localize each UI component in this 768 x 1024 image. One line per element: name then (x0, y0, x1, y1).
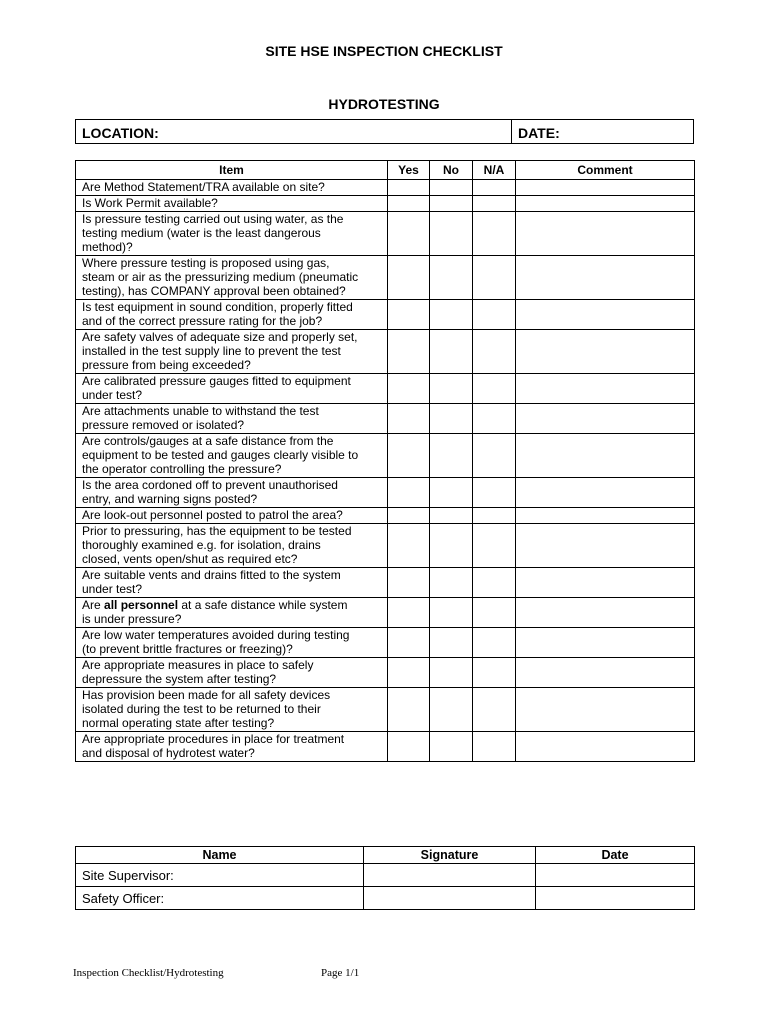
checklist-row (76, 478, 695, 508)
checklist-na-cell[interactable] (473, 374, 516, 404)
checklist-yes-cell[interactable] (388, 524, 430, 568)
signature-header-row (76, 847, 695, 864)
location-field[interactable] (76, 120, 512, 144)
checklist-item-text (76, 568, 388, 598)
checklist-item-line: Is test equipment in sound condition, properly fitted (82, 300, 353, 314)
checklist-item-line: pressure from being exceeded? (82, 358, 251, 372)
checklist-yes-cell[interactable] (388, 196, 430, 212)
checklist-item-line: Are Method Statement/TRA available on site? (82, 180, 325, 194)
header-yes: Yes (388, 161, 430, 180)
document-subtitle: HYDROTESTING (328, 96, 440, 112)
checklist-yes-cell[interactable] (388, 478, 430, 508)
header-item: Item (76, 161, 388, 180)
checklist-comment-cell[interactable] (516, 478, 695, 508)
checklist-item-line: Prior to pressuring, has the equipment to be tested (82, 524, 352, 538)
checklist-no-cell[interactable] (430, 658, 473, 688)
checklist-row (76, 568, 695, 598)
checklist-item-line: closed, vents open/shut as required etc? (82, 552, 298, 566)
checklist-no-cell[interactable] (430, 256, 473, 300)
checklist-comment-cell[interactable] (516, 196, 695, 212)
checklist-row (76, 524, 695, 568)
checklist-no-cell[interactable] (430, 330, 473, 374)
signature-row (76, 864, 695, 887)
checklist-no-cell[interactable] (430, 300, 473, 330)
checklist-yes-cell[interactable] (388, 598, 430, 628)
checklist-yes-cell[interactable] (388, 434, 430, 478)
checklist-item-text (76, 212, 388, 256)
checklist-item-prefix: Are (82, 598, 105, 612)
date-label: DATE: (518, 124, 560, 141)
signature-date-cell[interactable] (536, 887, 695, 910)
location-date-table (75, 119, 694, 144)
checklist-item-line: entry, and warning signs posted? (82, 492, 258, 506)
checklist-item-line: Are attachments unable to withstand the test (82, 404, 319, 418)
checklist-comment-cell[interactable] (516, 524, 695, 568)
checklist-comment-cell[interactable] (516, 180, 695, 196)
header-na: N/A (473, 161, 516, 180)
header-no: No (430, 161, 473, 180)
checklist-item-line (82, 598, 381, 612)
checklist-item-line: Where pressure testing is proposed using gas, (82, 256, 330, 270)
checklist-row (76, 330, 695, 374)
checklist-na-cell[interactable] (473, 598, 516, 628)
checklist-item-text (76, 180, 388, 196)
checklist-item-line: Are appropriate measures in place to safely (82, 658, 314, 672)
signature-signature-cell[interactable] (364, 864, 536, 887)
checklist-item-line: Are suitable vents and drains fitted to the system (82, 568, 341, 582)
checklist-item-line: Are low water temperatures avoided during testing (82, 628, 350, 642)
checklist-no-cell[interactable] (430, 628, 473, 658)
checklist-item-text (76, 374, 388, 404)
checklist-yes-cell[interactable] (388, 212, 430, 256)
checklist-item-text (76, 508, 388, 524)
checklist-comment-cell[interactable] (516, 330, 695, 374)
checklist-item-line: method)? (82, 240, 133, 254)
checklist-na-cell[interactable] (473, 688, 516, 732)
checklist-row (76, 732, 695, 762)
checklist-item-line: Are safety valves of adequate size and properly set, (82, 330, 358, 344)
checklist-row (76, 180, 695, 196)
checklist-no-cell[interactable] (430, 732, 473, 762)
checklist-item-text (76, 658, 388, 688)
header-name: Name (76, 847, 364, 864)
checklist-item-line: normal operating state after testing? (82, 716, 275, 730)
checklist-comment-cell[interactable] (516, 300, 695, 330)
checklist-row (76, 300, 695, 330)
checklist-no-cell[interactable] (430, 508, 473, 524)
checklist-na-cell[interactable] (473, 508, 516, 524)
checklist-item-line: and of the correct pressure rating for the job? (82, 314, 323, 328)
checklist-item-text (76, 196, 388, 212)
checklist-item-line: installed in the test supply line to prevent the test (82, 344, 341, 358)
checklist-yes-cell[interactable] (388, 374, 430, 404)
checklist-yes-cell[interactable] (388, 330, 430, 374)
checklist-item-text (76, 434, 388, 478)
checklist-na-cell[interactable] (473, 180, 516, 196)
checklist-row (76, 196, 695, 212)
checklist-yes-cell[interactable] (388, 508, 430, 524)
checklist-row (76, 212, 695, 256)
checklist-row (76, 404, 695, 434)
checklist-item-line: under test? (82, 388, 143, 402)
checklist-na-cell[interactable] (473, 658, 516, 688)
checklist-na-cell[interactable] (473, 434, 516, 478)
date-field[interactable] (512, 120, 694, 144)
checklist-row (76, 256, 695, 300)
checklist-yes-cell[interactable] (388, 256, 430, 300)
checklist-item-text (76, 478, 388, 508)
footer-document-name: Inspection Checklist/Hydrotesting (73, 967, 224, 979)
checklist-na-cell[interactable] (473, 732, 516, 762)
checklist-item-line: isolated during the test to be returned to their (82, 702, 321, 716)
checklist-no-cell[interactable] (430, 478, 473, 508)
checklist-item-line: under test? (82, 582, 143, 596)
checklist-comment-cell[interactable] (516, 732, 695, 762)
checklist-item-text (76, 628, 388, 658)
location-label: LOCATION: (82, 124, 159, 141)
checklist-row (76, 374, 695, 404)
checklist-na-cell[interactable] (473, 524, 516, 568)
checklist-item-line: Are calibrated pressure gauges fitted to equipment (82, 374, 351, 388)
checklist-no-cell[interactable] (430, 196, 473, 212)
checklist-na-cell[interactable] (473, 330, 516, 374)
checklist-row (76, 628, 695, 658)
checklist-yes-cell[interactable] (388, 732, 430, 762)
checklist-item-line: (to prevent brittle fractures or freezing)? (82, 642, 293, 656)
checklist-no-cell[interactable] (430, 404, 473, 434)
checklist-item-text (76, 330, 388, 374)
checklist-comment-cell[interactable] (516, 628, 695, 658)
checklist-comment-cell[interactable] (516, 374, 695, 404)
checklist-na-cell[interactable] (473, 568, 516, 598)
checklist-item-line: Is the area cordoned off to prevent unauthorised (82, 478, 338, 492)
checklist-no-cell[interactable] (430, 598, 473, 628)
checklist-item-text (76, 598, 388, 628)
checklist-yes-cell[interactable] (388, 404, 430, 434)
signature-date-cell[interactable] (536, 864, 695, 887)
checklist-na-cell[interactable] (473, 628, 516, 658)
checklist-na-cell[interactable] (473, 196, 516, 212)
checklist-row (76, 688, 695, 732)
checklist-na-cell[interactable] (473, 256, 516, 300)
checklist-item-line: pressure removed or isolated? (82, 418, 245, 432)
document-title: SITE HSE INSPECTION CHECKLIST (265, 43, 503, 59)
checklist-item-text (76, 688, 388, 732)
checklist-yes-cell[interactable] (388, 688, 430, 732)
checklist-no-cell[interactable] (430, 524, 473, 568)
checklist-item-line: Are look-out personnel posted to patrol the area? (82, 508, 343, 522)
checklist-no-cell[interactable] (430, 568, 473, 598)
checklist-comment-cell[interactable] (516, 404, 695, 434)
checklist-item-line: equipment to be tested and gauges clearly visible to (82, 448, 359, 462)
checklist-comment-cell[interactable] (516, 568, 695, 598)
checklist-item-line: Is Work Permit available? (82, 196, 218, 210)
checklist-item-line: the operator controlling the pressure? (82, 462, 282, 476)
footer-page-number: Page 1/1 (321, 967, 360, 979)
signature-row (76, 887, 695, 910)
checklist-item-line: steam or air as the pressurizing medium (pneumatic (82, 270, 359, 284)
checklist-no-cell[interactable] (430, 434, 473, 478)
signature-role-label: Safety Officer: (76, 887, 364, 910)
checklist-comment-cell[interactable] (516, 434, 695, 478)
header-signature: Signature (364, 847, 536, 864)
checklist-comment-cell[interactable] (516, 508, 695, 524)
checklist-table (75, 160, 695, 762)
checklist-na-cell[interactable] (473, 478, 516, 508)
checklist-yes-cell[interactable] (388, 628, 430, 658)
checklist-na-cell[interactable] (473, 404, 516, 434)
checklist-row (76, 658, 695, 688)
checklist-item-text (76, 732, 388, 762)
checklist-item-line: testing medium (water is the least dangerous (82, 226, 321, 240)
checklist-item-line: is under pressure? (82, 612, 182, 626)
checklist-item-text (76, 256, 388, 300)
checklist-row (76, 434, 695, 478)
checklist-item-line: Are controls/gauges at a safe distance from the (82, 434, 334, 448)
checklist-yes-cell[interactable] (388, 300, 430, 330)
checklist-item-text (76, 300, 388, 330)
checklist-item-text (76, 524, 388, 568)
header-comment: Comment (516, 161, 695, 180)
checklist-item-line: Is pressure testing carried out using water, as the (82, 212, 344, 226)
checklist-comment-cell[interactable] (516, 212, 695, 256)
header-date: Date (536, 847, 695, 864)
checklist-row (76, 598, 695, 628)
checklist-na-cell[interactable] (473, 212, 516, 256)
checklist-item-line: testing), has COMPANY approval been obtained? (82, 284, 346, 298)
checklist-na-cell[interactable] (473, 300, 516, 330)
checklist-item-line: thoroughly examined e.g. for isolation, drains (82, 538, 321, 552)
checklist-item-line: and disposal of hydrotest water? (82, 746, 255, 760)
checklist-comment-cell[interactable] (516, 598, 695, 628)
signature-signature-cell[interactable] (364, 887, 536, 910)
checklist-no-cell[interactable] (430, 212, 473, 256)
checklist-comment-cell[interactable] (516, 256, 695, 300)
checklist-item-line: Are appropriate procedures in place for treatment (82, 732, 345, 746)
checklist-item-line: Has provision been made for all safety devices (82, 688, 331, 702)
checklist-item-line: depressure the system after testing? (82, 672, 277, 686)
checklist-yes-cell[interactable] (388, 180, 430, 196)
checklist-no-cell[interactable] (430, 688, 473, 732)
checklist-comment-cell[interactable] (516, 658, 695, 688)
checklist-no-cell[interactable] (430, 374, 473, 404)
checklist-yes-cell[interactable] (388, 658, 430, 688)
checklist-yes-cell[interactable] (388, 568, 430, 598)
checklist-item-emphasis: all personnel (104, 598, 179, 612)
signature-table (75, 846, 695, 910)
checklist-header-row (76, 161, 695, 180)
checklist-row (76, 508, 695, 524)
checklist-item-suffix: at a safe distance while system (178, 598, 348, 612)
checklist-item-text (76, 404, 388, 434)
checklist-no-cell[interactable] (430, 180, 473, 196)
checklist-comment-cell[interactable] (516, 688, 695, 732)
signature-role-label: Site Supervisor: (76, 864, 364, 887)
